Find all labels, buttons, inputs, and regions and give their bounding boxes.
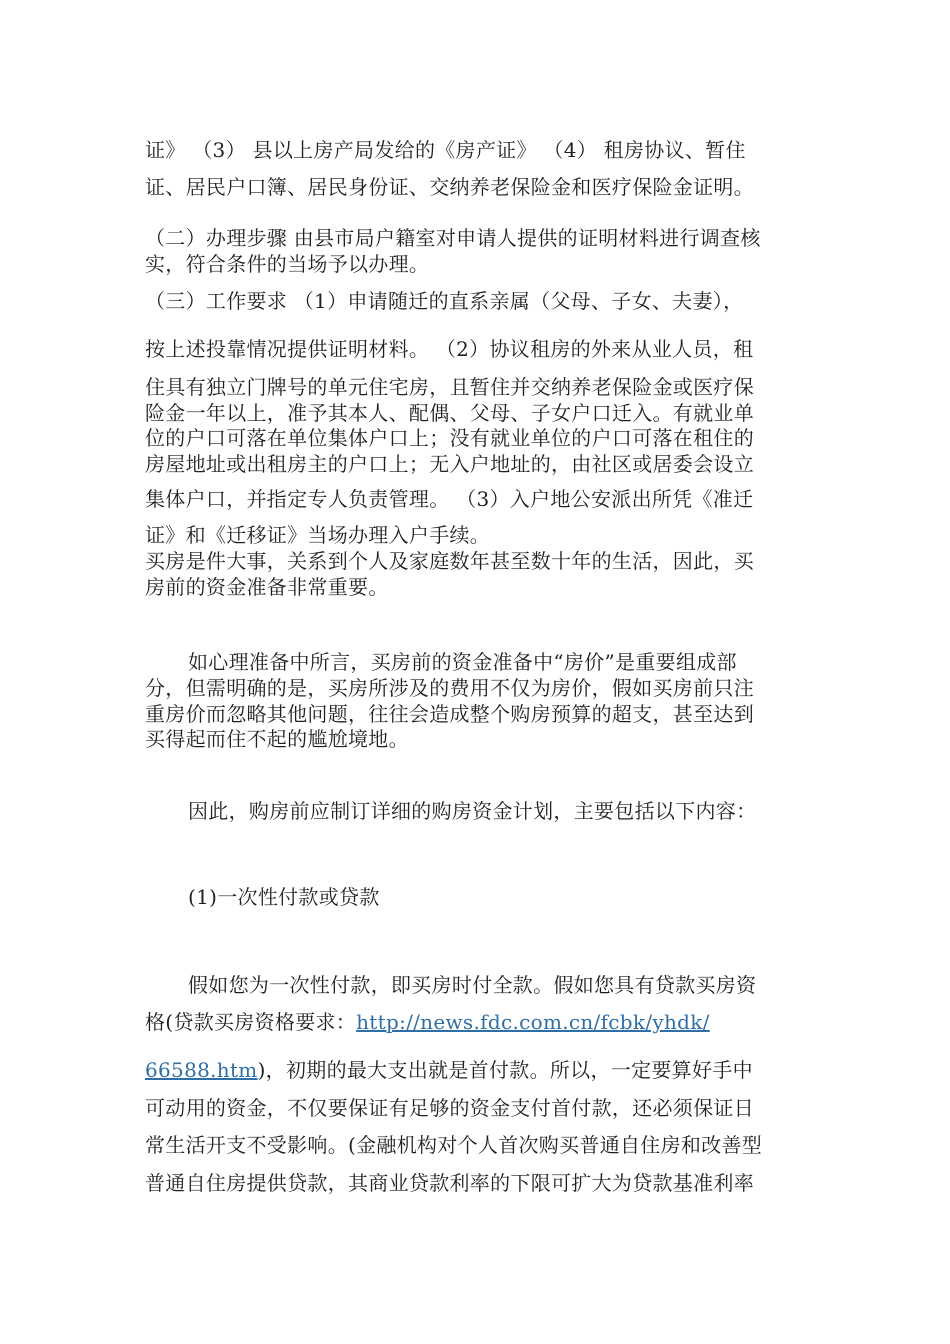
text-line: 证》和《迁移证》当场办理入户手续。 (145, 523, 491, 547)
text-line: 分，但需明确的是，买房所涉及的费用不仅为房价，假如买房前只注 (145, 676, 754, 700)
loan-requirements-link[interactable]: http://news.fdc.com.cn/fcbk/yhdk/ (356, 1010, 710, 1034)
text-line: 集体户口，并指定专人负责管理。 （3）入户地公安派出所凭《准迁 (145, 487, 754, 511)
text-line: （三）工作要求 （1）申请随迁的直系亲属（父母、子女、夫妻）， (145, 289, 744, 313)
text-line: 险金一年以上，准予其本人、配偶、父母、子女户口迁入。有就业单 (145, 401, 754, 425)
text-line: 房前的资金准备非常重要。 (145, 575, 389, 599)
text-line: 买房是件大事，关系到个人及家庭数年甚至数十年的生活，因此，买 (145, 549, 754, 573)
text-line: 住具有独立门牌号的单元住宅房，且暂住并交纳养老保险金或医疗保 (145, 375, 754, 399)
loan-requirements-link-continued[interactable]: 66588.htm (145, 1058, 258, 1082)
text-line: 假如您为一次性付款，即买房时付全款。假如您具有贷款买房资 (188, 973, 757, 997)
section-heading: (1)一次性付款或贷款 (188, 885, 380, 909)
text-line: 证、居民户口簿、居民身份证、交纳养老保险金和医疗保险金证明。 (145, 175, 754, 199)
text-line: 因此，购房前应制订详细的购房资金计划，主要包括以下内容： (188, 799, 757, 823)
text-line: 常生活开支不受影响。(金融机构对个人首次购买普通自住房和改善型 (145, 1133, 763, 1157)
text-line: 证》 （3） 县以上房产局发给的《房产证》 （4） 租房协议、暂住 (145, 138, 746, 162)
text-line: （二）办理步骤 由县市局户籍室对申请人提供的证明材料进行调查核 (145, 226, 761, 250)
text-line: 买得起而住不起的尴尬境地。 (145, 727, 409, 751)
text-line (145, 1058, 753, 1082)
text-line: 位的户口可落在单位集体户口上；没有就业单位的户口可落在租住的 (145, 426, 754, 450)
text-fragment: )，初期的最大支出就是首付款。所以，一定要算好手中 (257, 1058, 753, 1082)
text-line: 房屋地址或出租房主的户口上；无入户地址的，由社区或居委会设立 (145, 452, 754, 476)
text-line: 重房价而忽略其他问题，往往会造成整个购房预算的超支，甚至达到 (145, 702, 754, 726)
text-line: 可动用的资金，不仅要保证有足够的资金支付首付款，还必须保证日 (145, 1096, 754, 1120)
text-fragment: 格(贷款买房资格要求： (145, 1010, 357, 1034)
text-line: 按上述投靠情况提供证明材料。 （2）协议租房的外来从业人员，租 (145, 337, 754, 361)
text-line (145, 1010, 710, 1034)
text-line: 普通自住房提供贷款，其商业贷款利率的下限可扩大为贷款基准利率 (145, 1171, 754, 1195)
text-line: 实，符合条件的当场予以办理。 (145, 252, 430, 276)
text-line: 如心理准备中所言，买房前的资金准备中“房价”是重要组成部 (188, 650, 737, 674)
